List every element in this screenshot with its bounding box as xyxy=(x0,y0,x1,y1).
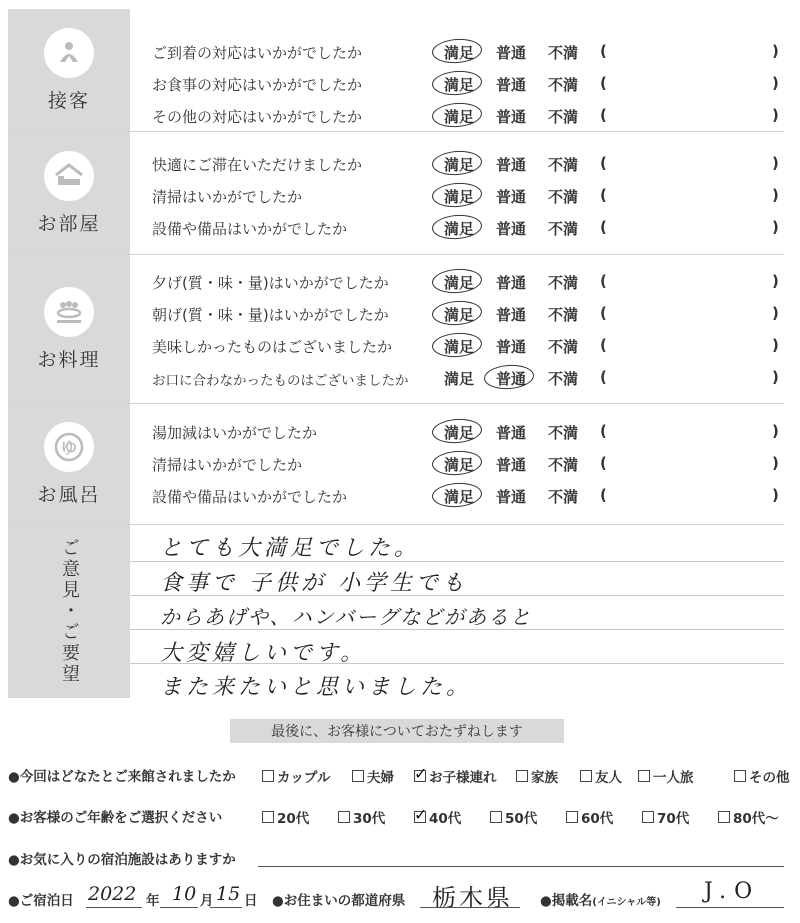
rating-bad-option[interactable]: 不満 xyxy=(548,220,579,238)
rating-normal-option[interactable]: 普通 xyxy=(496,76,527,94)
selected-rating-circle xyxy=(431,449,483,476)
comment-paren-close: ) xyxy=(772,422,779,440)
checkbox[interactable] xyxy=(414,764,428,783)
selected-rating-circle xyxy=(431,37,483,64)
companion-option[interactable] xyxy=(638,766,694,786)
checkbox[interactable] xyxy=(490,811,502,823)
stay-month[interactable]: 10 xyxy=(172,883,197,905)
rating-bad-option[interactable]: 不満 xyxy=(548,306,579,324)
selected-rating-circle xyxy=(483,363,535,390)
bath-icon xyxy=(44,422,94,472)
companion-option[interactable] xyxy=(262,766,330,786)
stay-year[interactable]: 2022 xyxy=(88,883,137,905)
section-2 xyxy=(8,132,784,255)
option-label: 30代 xyxy=(353,811,386,827)
companion-option[interactable] xyxy=(352,766,394,786)
selected-rating-circle xyxy=(431,149,483,176)
favorite-question: ●お気に入りの宿泊施設はありますか xyxy=(8,852,236,868)
rating-bad-option[interactable]: 不満 xyxy=(548,488,579,506)
section-3 xyxy=(8,255,784,404)
section-title: お料理 xyxy=(37,348,101,371)
question-row xyxy=(152,452,784,474)
comment-paren-open: ( xyxy=(600,368,607,386)
comment-paren-open: ( xyxy=(600,304,607,322)
rating-good-option[interactable]: 満足 xyxy=(444,220,475,238)
opinion-line: 大変嬉しいです。 xyxy=(160,641,367,666)
section-1 xyxy=(8,9,784,132)
opinion-line: とても大満足でした。 xyxy=(160,536,421,561)
selected-rating-circle xyxy=(431,299,483,326)
rating-normal-option[interactable]: 普通 xyxy=(496,156,527,174)
comment-paren-open: ( xyxy=(600,486,607,504)
stay-year-line xyxy=(86,907,142,908)
question-row xyxy=(152,216,784,238)
rating-good-option[interactable]: 満足 xyxy=(444,306,475,324)
option-label: カップル xyxy=(277,770,331,786)
rating-bad-option[interactable]: 不満 xyxy=(548,44,579,62)
rating-bad-option[interactable]: 不満 xyxy=(548,338,579,356)
comment-paren-open: ( xyxy=(600,422,607,440)
checkbox[interactable] xyxy=(516,770,528,782)
question-text: 清掃はいかがでしたか xyxy=(152,456,303,474)
checkbox[interactable] xyxy=(638,770,650,782)
option-label: 家族 xyxy=(531,770,558,786)
meal-icon xyxy=(44,287,94,337)
checkbox[interactable] xyxy=(262,770,274,782)
question-text: 清掃はいかがでしたか xyxy=(152,188,303,206)
age-option[interactable] xyxy=(338,807,385,827)
stay-day-line xyxy=(210,907,242,908)
selected-rating-circle xyxy=(431,181,483,208)
rating-normal-option[interactable]: 普通 xyxy=(496,456,527,474)
comment-paren-close: ) xyxy=(772,368,779,386)
display-name-value[interactable]: J.O xyxy=(704,879,761,904)
checkbox[interactable] xyxy=(566,811,578,823)
selected-rating-circle xyxy=(431,69,483,96)
companion-option[interactable] xyxy=(516,766,558,786)
question-row xyxy=(152,104,784,126)
rating-good-option[interactable]: 満足 xyxy=(444,274,475,292)
comment-paren-close: ) xyxy=(772,42,779,60)
check-mark-icon: ✓ xyxy=(414,764,428,783)
svg-text:ゆ: ゆ xyxy=(60,437,78,457)
question-row xyxy=(152,270,784,292)
rating-normal-option[interactable]: 普通 xyxy=(496,44,527,62)
stay-month-line xyxy=(160,907,198,908)
rating-normal-option[interactable]: 普通 xyxy=(496,220,527,238)
checkbox[interactable] xyxy=(580,770,592,782)
age-option[interactable] xyxy=(490,807,537,827)
section-side-panel xyxy=(8,132,130,254)
option-label: 70代 xyxy=(657,811,690,827)
rating-bad-option[interactable]: 不満 xyxy=(548,76,579,94)
opinion-line: また来たいと思いました。 xyxy=(160,675,473,700)
opinion-side-panel xyxy=(8,525,130,698)
companion-option[interactable] xyxy=(734,766,790,786)
rating-good-option[interactable]: 満足 xyxy=(444,456,475,474)
comment-paren-close: ) xyxy=(772,218,779,236)
rating-good-option[interactable]: 満足 xyxy=(444,44,475,62)
companion-option[interactable] xyxy=(414,766,497,786)
rating-bad-option[interactable]: 不満 xyxy=(548,156,579,174)
rating-bad-option[interactable]: 不満 xyxy=(548,424,579,442)
opinion-label: ご意見・ご要望 xyxy=(59,538,80,685)
favorite-answer-line[interactable] xyxy=(258,866,784,867)
rating-bad-option[interactable]: 不満 xyxy=(548,108,579,126)
option-label: 一人旅 xyxy=(653,770,694,786)
question-row xyxy=(152,484,784,506)
display-name-label-text: ●掲載名 xyxy=(540,893,593,909)
selected-rating-circle xyxy=(431,331,483,358)
comment-paren-close: ) xyxy=(772,336,779,354)
section-side-panel xyxy=(8,255,130,403)
rating-bad-option[interactable]: 不満 xyxy=(548,188,579,206)
checkbox[interactable] xyxy=(642,811,654,823)
rating-good-option[interactable]: 満足 xyxy=(444,338,475,356)
comment-paren-open: ( xyxy=(600,454,607,472)
comment-paren-close: ) xyxy=(772,454,779,472)
comment-paren-open: ( xyxy=(600,336,607,354)
selected-rating-circle xyxy=(431,213,483,240)
rating-normal-option[interactable]: 普通 xyxy=(496,274,527,292)
prefecture-label: ●お住まいの都道府県 xyxy=(272,893,406,909)
rating-good-option[interactable]: 満足 xyxy=(444,156,475,174)
option-label: 60代 xyxy=(581,811,614,827)
rating-normal-option[interactable]: 普通 xyxy=(496,488,527,506)
question-row xyxy=(152,40,784,62)
option-label: お子様連れ xyxy=(429,770,497,786)
question-text: その他の対応はいかがでしたか xyxy=(152,108,363,126)
comment-paren-close: ) xyxy=(772,74,779,92)
question-row xyxy=(152,302,784,324)
section-title: お風呂 xyxy=(37,483,101,506)
rating-good-option[interactable]: 満足 xyxy=(444,108,475,126)
rating-normal-option[interactable]: 普通 xyxy=(496,108,527,126)
comment-paren-close: ) xyxy=(772,106,779,124)
comment-paren-open: ( xyxy=(600,186,607,204)
selected-rating-circle xyxy=(431,267,483,294)
age-option[interactable] xyxy=(718,807,779,827)
display-name-line xyxy=(676,907,784,908)
month-unit: 月 xyxy=(200,893,214,909)
question-text: ご到着の対応はいかがでしたか xyxy=(152,44,363,62)
comment-paren-close: ) xyxy=(772,304,779,322)
year-unit: 年 xyxy=(146,893,160,909)
option-label: 20代 xyxy=(277,811,310,827)
checkbox[interactable] xyxy=(414,805,428,824)
question-text: 設備や備品はいかがでしたか xyxy=(152,220,348,238)
question-text: 快適にご滞在いただけましたか xyxy=(152,156,363,174)
option-label: その他 xyxy=(749,770,790,786)
option-label: 夫婦 xyxy=(367,770,394,786)
display-name-note: (イニシャル等) xyxy=(592,897,661,908)
rating-bad-option[interactable]: 不満 xyxy=(548,370,579,388)
checkbox[interactable] xyxy=(338,811,350,823)
section-side-panel xyxy=(8,9,130,131)
option-label: 40代 xyxy=(429,811,462,827)
question-text: 湯加減はいかがでしたか xyxy=(152,424,318,442)
section-side-panel xyxy=(8,404,130,524)
rating-bad-option[interactable]: 不満 xyxy=(548,274,579,292)
rating-good-option[interactable]: 満足 xyxy=(444,424,475,442)
room-icon xyxy=(44,151,94,201)
rating-bad-option[interactable]: 不満 xyxy=(548,456,579,474)
rating-normal-option[interactable]: 普通 xyxy=(496,370,527,388)
age-option[interactable] xyxy=(642,807,689,827)
display-name-label xyxy=(540,889,661,909)
question-text: 朝げ(質・味・量)はいかがでしたか xyxy=(152,306,389,324)
rating-good-option[interactable]: 満足 xyxy=(444,488,475,506)
question-row xyxy=(152,420,784,442)
rating-normal-option[interactable]: 普通 xyxy=(496,424,527,442)
rating-good-option[interactable]: 満足 xyxy=(444,370,475,388)
checkbox[interactable] xyxy=(718,811,730,823)
comment-paren-open: ( xyxy=(600,74,607,92)
stay-date-label: ●ご宿泊日 xyxy=(8,893,74,909)
selected-rating-circle xyxy=(431,417,483,444)
comment-paren-close: ) xyxy=(772,186,779,204)
prefecture-line xyxy=(420,907,520,908)
rating-good-option[interactable]: 満足 xyxy=(444,76,475,94)
comment-paren-open: ( xyxy=(600,272,607,290)
option-label: 友人 xyxy=(595,770,622,786)
opinion-line: 食事で 子供が 小学生でも xyxy=(160,571,468,596)
age-question: ●お客様のご年齢をご選択ください xyxy=(8,810,223,826)
option-label: 50代 xyxy=(505,811,538,827)
question-row xyxy=(152,72,784,94)
section-4 xyxy=(8,404,784,525)
checkbox[interactable] xyxy=(734,770,746,782)
closing-banner: 最後に、お客様についておたずねします xyxy=(230,719,564,743)
comment-paren-open: ( xyxy=(600,42,607,60)
question-row xyxy=(152,366,784,388)
rating-normal-option[interactable]: 普通 xyxy=(496,188,527,206)
check-mark-icon: ✓ xyxy=(414,805,428,824)
rating-normal-option[interactable]: 普通 xyxy=(496,338,527,356)
rating-good-option[interactable]: 満足 xyxy=(444,188,475,206)
stay-day[interactable]: 15 xyxy=(216,883,241,905)
question-row xyxy=(152,152,784,174)
question-text: 設備や備品はいかがでしたか xyxy=(152,488,348,506)
selected-rating-circle xyxy=(431,481,483,508)
comment-paren-open: ( xyxy=(600,218,607,236)
comment-paren-close: ) xyxy=(772,272,779,290)
hospitality-icon xyxy=(44,28,94,78)
comment-paren-close: ) xyxy=(772,154,779,172)
question-text: 夕げ(質・味・量)はいかがでしたか xyxy=(152,274,389,292)
section-title: お部屋 xyxy=(37,212,101,235)
question-text: お口に合わなかったものはございましたか xyxy=(152,373,409,389)
question-row xyxy=(152,184,784,206)
age-option[interactable] xyxy=(262,807,309,827)
age-option[interactable] xyxy=(414,807,461,827)
comment-paren-open: ( xyxy=(600,106,607,124)
companion-option[interactable] xyxy=(580,766,622,786)
selected-rating-circle xyxy=(431,101,483,128)
comment-paren-open: ( xyxy=(600,154,607,172)
option-label: 80代〜 xyxy=(733,811,779,827)
checkbox[interactable] xyxy=(262,811,274,823)
companion-question: ●今回はどなたとご来館されましたか xyxy=(8,769,236,785)
question-row xyxy=(152,334,784,356)
checkbox[interactable] xyxy=(352,770,364,782)
prefecture-value[interactable]: 栃木県 xyxy=(432,884,513,912)
age-option[interactable] xyxy=(566,807,613,827)
section-title: 接客 xyxy=(47,89,90,112)
question-text: 美味しかったものはございましたか xyxy=(152,338,393,356)
question-text: お食事の対応はいかがでしたか xyxy=(152,76,363,94)
comment-paren-close: ) xyxy=(772,486,779,504)
opinion-line: からあげや、ハンバーグなどがあると xyxy=(160,605,533,629)
day-unit: 日 xyxy=(244,893,258,909)
rating-normal-option[interactable]: 普通 xyxy=(496,306,527,324)
